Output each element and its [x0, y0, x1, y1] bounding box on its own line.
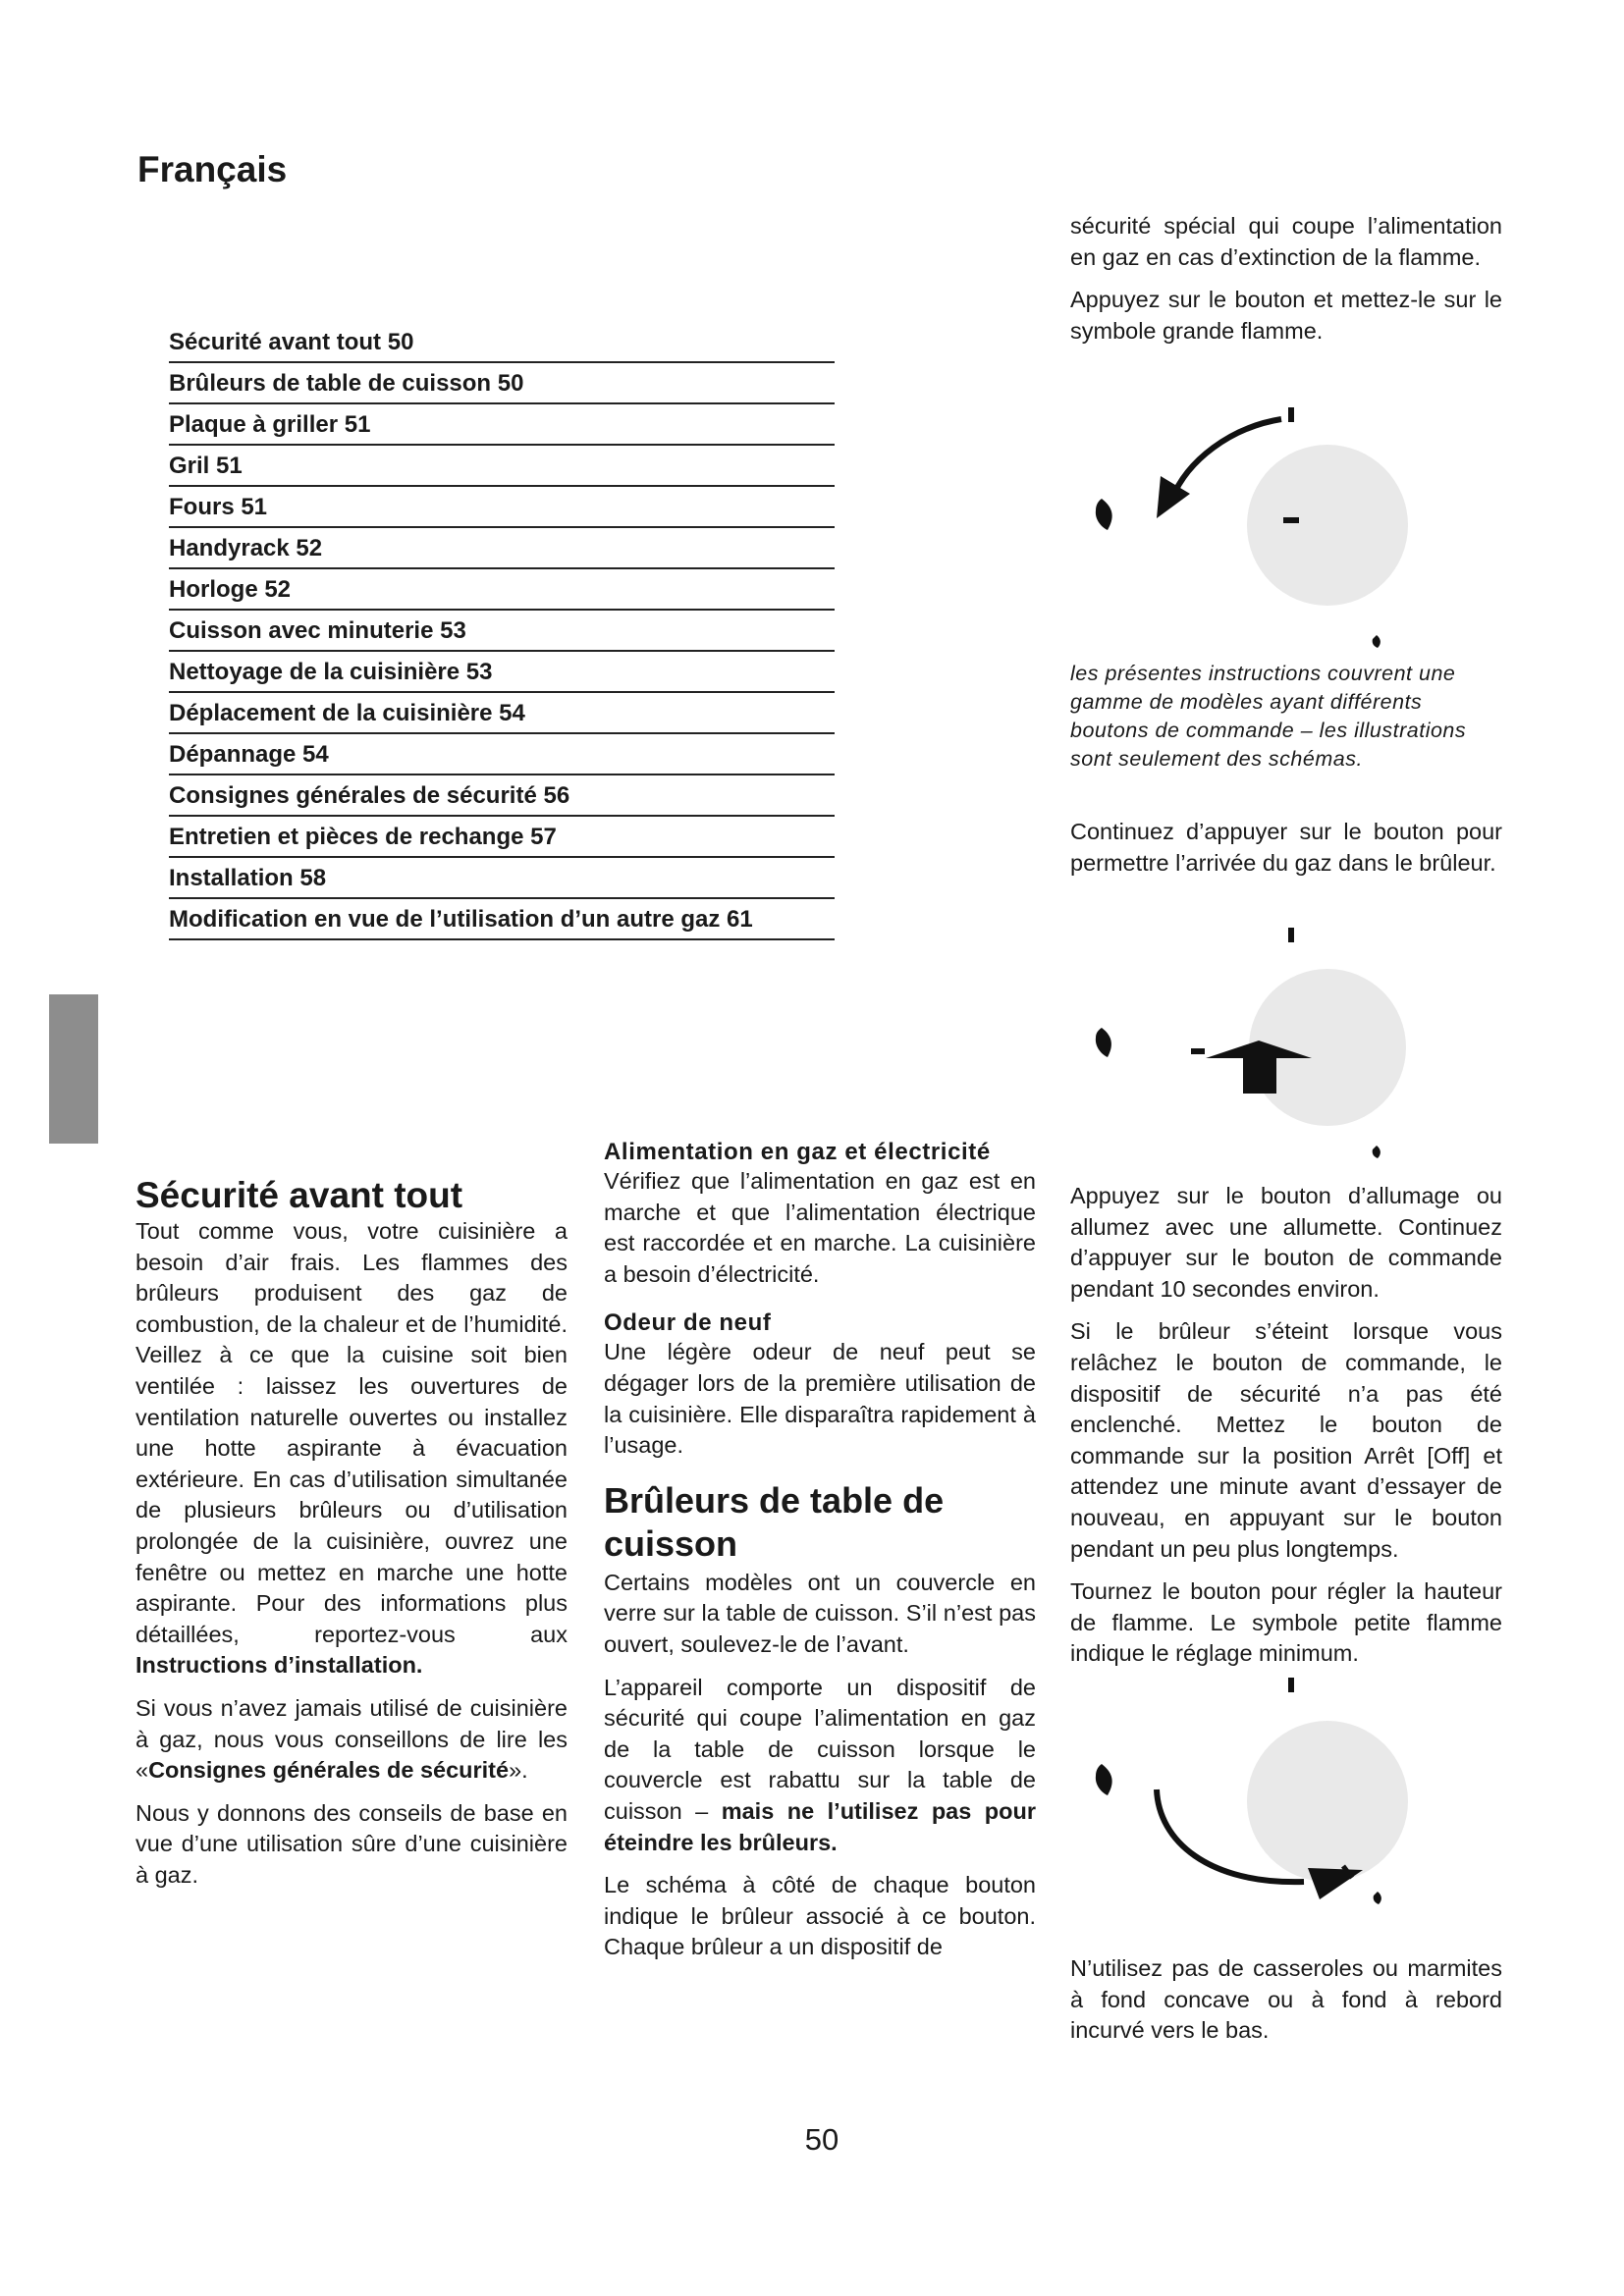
section-heading-burners: Brûleurs de table de cuisson: [604, 1479, 945, 1564]
illustration-note: les présentes instructions couvrent une gamme de modèles ayant différents boutons de commande – les illustrations sont seulement des schémas.: [1070, 662, 1467, 771]
small-flame-icon: [1373, 635, 1380, 648]
paragraph: Vérifiez que l’alimentation en gaz est en marche et que l’alimentation électrique est raccordée et en marche. La cuisinière a besoin d’électricité.: [604, 1168, 1036, 1287]
toc-item[interactable]: Handyrack 52: [169, 528, 835, 569]
off-mark: [1288, 407, 1294, 422]
control-knob: [1247, 445, 1408, 606]
paragraph: sécurité spécial qui coupe l’alimentation en gaz en cas d’extinction de la flamme.: [1070, 213, 1502, 270]
large-flame-icon: [1096, 1764, 1112, 1795]
paragraph: Nous y donnons des conseils de base en vue d’une utilisation sûre d’une cuisinière à gaz.: [135, 1799, 568, 1888]
right-column-top: [1070, 211, 1502, 358]
paragraph: N’utilisez pas de casseroles ou marmites à fond concave ou à fond à rebord incurvé vers le bas.: [1070, 1955, 1502, 2044]
right-column-bottom: [1070, 1953, 1502, 2058]
paragraph: Le schéma à côté de chaque bouton indique le brûleur associé à ce bouton. Chaque brûleur a un dispositif de: [604, 1872, 1036, 1960]
off-mark: [1288, 928, 1294, 942]
middle-column: [604, 1139, 1036, 1975]
paragraph: Continuez d’appuyer sur le bouton pour permettre l’arrivée du gaz dans le brûleur.: [1070, 819, 1502, 876]
right-column-mid: [1070, 817, 1502, 890]
arrow-head: [1308, 1868, 1363, 1899]
paragraph: Une légère odeur de neuf peut se dégager lors de la première utilisation de la cuisinière. Elle disparaîtra rapidement à l’usage.: [604, 1339, 1036, 1459]
control-knob: [1247, 1721, 1408, 1882]
knob-pointer: [1283, 517, 1299, 523]
toc-item[interactable]: Entretien et pièces de rechange 57: [169, 817, 835, 858]
toc-item[interactable]: Sécurité avant tout 50: [169, 322, 835, 363]
toc-item[interactable]: Installation 58: [169, 858, 835, 899]
toc-item[interactable]: Fours 51: [169, 487, 835, 528]
toc-item[interactable]: Brûleurs de table de cuisson 50: [169, 363, 835, 404]
arrow-head: [1157, 476, 1190, 518]
toc-item[interactable]: Horloge 52: [169, 569, 835, 611]
page-number: 50: [804, 2122, 839, 2157]
toc-item[interactable]: Dépannage 54: [169, 734, 835, 775]
left-column: [135, 1174, 568, 1902]
paragraph: L’appareil comporte un dispositif de sécurité qui coupe l’alimentation en gaz de la table de cuisson lorsque le couvercle est rabattu sur la table de cuisson – mais ne l’utilisez pas pour éteindre les brûleurs.: [604, 1674, 1036, 1855]
paragraph: Certains modèles ont un couvercle en verre sur la table de cuisson. S’il n’est pas ouvert, soulevez-le de l’avant.: [604, 1569, 1036, 1657]
knob-pointer: [1191, 1048, 1205, 1054]
paragraph: Appuyez sur le bouton et mettez-le sur le symbole grande flamme.: [1070, 287, 1502, 344]
paragraph: Tournez le bouton pour régler la hauteur de flamme. Le symbole petite flamme indique le réglage minimum.: [1070, 1578, 1502, 1667]
section-tab-marker: [49, 994, 98, 1144]
toc-item[interactable]: Nettoyage de la cuisinière 53: [169, 652, 835, 693]
knob-diagram-small-flame: [1080, 1674, 1434, 1939]
knob-diagram-large-flame: [1080, 393, 1434, 667]
paragraph: Appuyez sur le bouton d’allumage ou allumez avec une allumette. Continuez d’appuyer sur le bouton de commande pendant 10 secondes environ.: [1070, 1183, 1502, 1302]
toc-item[interactable]: Cuisson avec minuterie 53: [169, 611, 835, 652]
toc-item[interactable]: Modification en vue de l’utilisation d’un autre gaz 61: [169, 899, 835, 940]
subheading-gas-electricity: Alimentation en gaz et électricité: [604, 1139, 991, 1165]
language-heading: Français: [137, 149, 288, 189]
toc-item[interactable]: Déplacement de la cuisinière 54: [169, 693, 835, 734]
subheading-new-smell: Odeur de neuf: [604, 1309, 772, 1337]
knob-diagram-pressed: [1080, 918, 1434, 1193]
toc-item[interactable]: Plaque à griller 51: [169, 404, 835, 446]
paragraph: Si le brûleur s’éteint lorsque vous relâchez le bouton de commande, le dispositif de sécurité n’a pas été enclenché. Mettez le bouton de commande sur la position Arrêt [Off] et attendez une minute avant d’essayer de nouveau, en appuyant sur le bouton pendant un peu plus longtemps.: [1070, 1318, 1502, 1562]
toc-item[interactable]: Gril 51: [169, 446, 835, 487]
small-flame-icon: [1373, 1146, 1380, 1158]
press-arrow-stem: [1243, 1058, 1276, 1094]
table-of-contents: [169, 322, 835, 940]
paragraph: Tout comme vous, votre cuisinière a besoin d’air frais. Les flammes des brûleurs produisent des gaz de combustion, de la chaleur et de l’humidité. Veillez à ce que la cuisine soit bien ventilée : laissez les ouvertures de ventilation naturelle ouvertes ou installez une hotte aspirante à évacuation extérieure. En cas d’utilisation simultanée de plusieurs brûleurs ou d’utilisation prolongée de la cuisinière, ouvrez une fenêtre ou mettez en marche une hotte aspirante. Pour des informations plus détaillées, reportez-vous aux Instructions d’installation.: [135, 1218, 568, 1679]
large-flame-icon: [1096, 499, 1112, 530]
paragraph: Si vous n’avez jamais utilisé de cuisinière à gaz, nous vous conseillons de lire les «Consignes générales de sécurité».: [135, 1694, 568, 1784]
toc-item[interactable]: Consignes générales de sécurité 56: [169, 775, 835, 817]
right-column-lower: [1070, 1181, 1502, 1682]
section-heading-safety: Sécurité avant tout: [135, 1175, 463, 1215]
large-flame-icon: [1096, 1028, 1111, 1057]
small-flame-icon: [1374, 1892, 1381, 1904]
off-mark: [1288, 1678, 1294, 1692]
